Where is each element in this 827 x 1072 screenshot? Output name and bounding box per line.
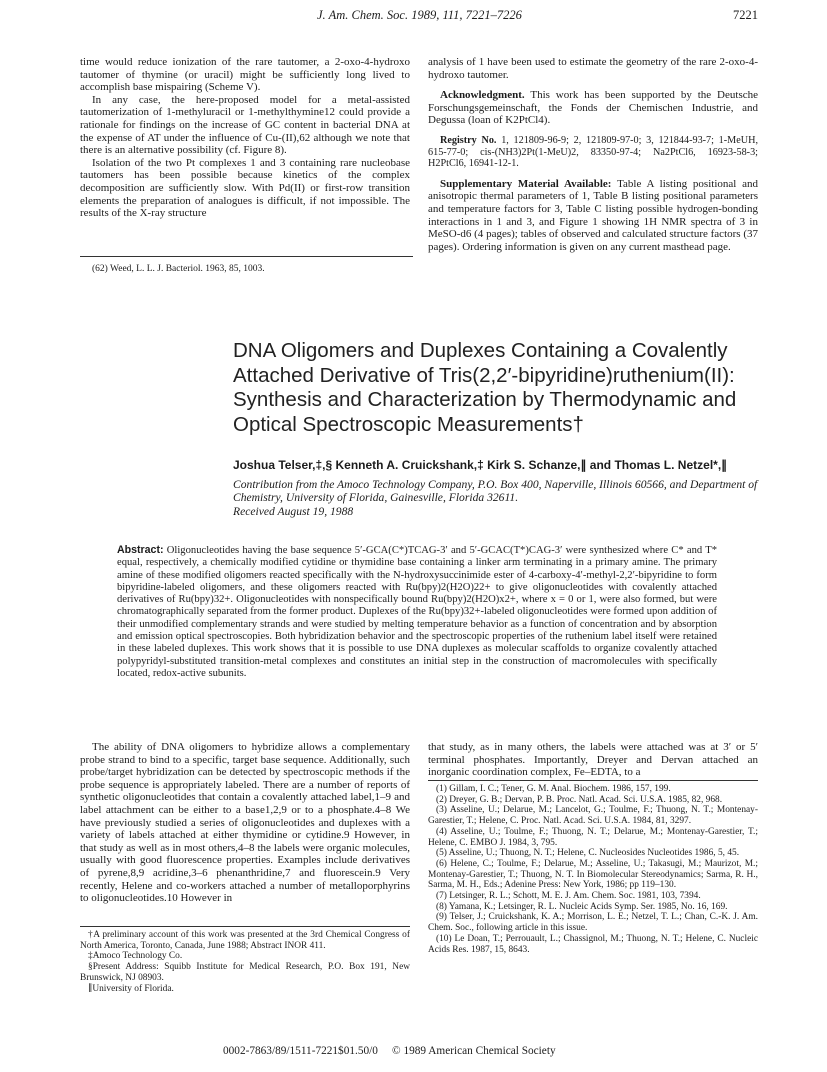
supplementary-material — [428, 178, 758, 254]
received-date: Received August 19, 1988 — [233, 504, 354, 518]
reference: (5) Asseline, U.; Thuong, N. T.; Helene, C. Nucleosides Nucleotides 1986, 5, 45. — [436, 848, 740, 859]
article-title: DNA Oligomers and Duplexes Containing a Covalently Attached Derivative of Tris(2,2′-bipyridine)ruthenium(II): Synthesis and Characterization by Thermodynamic and Optical Spectroscopic Measurements† — [233, 339, 737, 436]
copyright: © 1989 American Chemical Society — [392, 1045, 556, 1057]
body-right-column — [428, 741, 758, 779]
paragraph: Isolation of the two Pt complexes 1 and 3 containing rare nucleobase tautomers has been possible because kinetics of the complex decomposition are sufficiently slow. With Pd(II) or first-row transition elements the preparation of analogues is difficult, if not impossible. The results of the X-ray structure — [80, 156, 410, 220]
abstract-label: Abstract: — [117, 544, 164, 556]
reference: (8) Yamana, K.; Letsinger, R. L. Nucleic Acids Symp. Ser. 1985, No. 16, 169. — [436, 901, 728, 912]
article-code: 0002-7863/89/1511-7221$01.50/0 — [223, 1045, 378, 1057]
reference: (10) Le Doan, T.; Perrouault, L.; Chassignol, M.; Thuong, N. T.; Helene, C. Nucleic Acids Res. 1987, 15, 8643. — [428, 933, 758, 955]
supp-label: Supplementary Material Available: — [440, 177, 612, 190]
reference: (4) Asseline, U.; Toulme, F.; Thuong, N. T.; Delarue, M.; Montenay-Garestier, T.; Helene, C. EMBO J. 1984, 3, 795. — [428, 826, 758, 848]
paragraph: analysis of 1 have been used to estimate the geometry of the rare 2-oxo-4-hydroxo tautomer. — [428, 56, 758, 81]
reference: (3) Asseline, U.; Delarue, M.; Lancelot, G.; Toulme, F.; Thuong, N. T.; Montenay-Garestier, T.; Helene, C. Proc. Natl. Acad. Sci. U.S.A. 1984, 81, 3297. — [428, 805, 758, 827]
paragraph: that study, as in many others, the labels were attached was at 3′ or 5′ terminal phosphates. Importantly, Dreyer and Dervan attached an inorganic coordination complex, Fe–EDTA, to a — [428, 741, 758, 779]
references-divider — [428, 780, 758, 781]
page-footer — [223, 1045, 556, 1057]
title-footnotes — [80, 930, 410, 994]
registry-text: 1, 121809-96-9; 2, 121809-97-0; 3, 121844-93-7; 1-MeUH, 615-77-0; cis-(NH3)2Pt(1-MeU)2, 83350-97-4; Na2PtCl6, 16923-58-3; H2PtCl6, 16941-12-1. — [428, 134, 758, 170]
registry-numbers — [428, 135, 758, 170]
paragraph: The ability of DNA oligomers to hybridize allows a complementary probe strand to bind to a specific, target base sequence. Additionally, such probe/target hybridization can be detected by spectroscopic methods if the probe sequence is appropriately labeled. There are a number of reports of synthetic oligonucleotides that contain a covalently attached label,1–9 and label attachment can be either to a base1,2,9 or to a phosphate.4–8 We have previously studied a series of oligonucleotides and duplexes with a variety of labels attached at either thymidine or cytidine.9 However, in that study as well as in most others,4–8 the labels were organic molecules, usually with good fluorescence properties. Examples include derivatives of pyrene,8,9 acridine,3–6 phenanthridine,7 and fluorescein.9 Very recently, Helene and co-workers attached a number of metalloporphyrins to oligonucleotides.10 However in — [80, 741, 410, 905]
prev-article-left-column — [80, 56, 410, 220]
paragraph: In any case, the here-proposed model for a metal-assisted tautomerization of 1-methyluracil or 1-methylthymine12 could provide a rationale for findings on the increase of GC content in bacterial DNA at the expense of AT under the influence of Cu-(II),62 although we note that there is an alternative possibility (cf. Figure 8). — [80, 93, 410, 157]
reference: (1) Gillam, I. C.; Tener, G. M. Anal. Biochem. 1986, 157, 199. — [436, 784, 671, 794]
footnote: (62) Weed, L. L. J. Bacteriol. 1963, 85, 1003. — [92, 264, 265, 274]
body-left-column — [80, 741, 410, 905]
footnote: ∥University of Florida. — [88, 983, 174, 994]
reference: (6) Helene, C.; Toulme, F.; Delarue, M.; Asseline, U.; Takasugi, M.; Maurizot, M.; Montenay-Garestier, T.; Thuong, N. T. In Biomolecular Stereodynamics; Sarma, R. H., Sarma, M. H., Eds.; Adenine Press: New York, 1986; pp 119–130. — [428, 858, 758, 891]
author-list: Joshua Telser,‡,§ Kenneth A. Cruickshank,‡ Kirk S. Schanze,∥ and Thomas L. Netzel*,∥ — [233, 458, 728, 472]
ack-label: Acknowledgment. — [440, 89, 525, 102]
abstract — [117, 544, 717, 680]
footnote-divider — [80, 926, 410, 927]
ack-text: This work has been supported by the Deutsche Forschungsgemeinschaft, the Fonds der Chemischen Industrie, and Degussa (loan of K2PtCl4). — [428, 89, 758, 127]
affiliation — [233, 478, 773, 518]
footnote: §Present Address: Squibb Institute for Medical Research, P.O. Box 191, New Brunswick, NJ 08903. — [80, 962, 410, 983]
acknowledgment — [428, 89, 758, 127]
reference: (7) Letsinger, R. L.; Schott, M. E. J. Am. Chem. Soc. 1981, 103, 7394. — [436, 891, 701, 902]
supp-text: Table A listing positional and anisotropic thermal parameters of 1, Table B listing positional parameters and temperature factors for 3, Table C listing possible hydrogen-bonding interactions in 1 and 3, and Figure 1 showing 1H NMR spectra of 3 in MeSO-d6 (4 pages); tables of observed and calculated structure factors (37 pages). Ordering information is given on any current masthead page. — [428, 177, 758, 253]
paragraph: time would reduce ionization of the rare tautomer, a 2-oxo-4-hydroxo tautomer of thymine (or uracil) might be sufficiently long lived to accomplish base mispairing (Scheme V). — [80, 56, 410, 94]
reference: (9) Telser, J.; Cruickshank, K. A.; Morrison, L. E.; Netzel, T. L.; Chan, C.-K. J. Am. Chem. Soc., following article in this issue. — [428, 912, 758, 934]
footnote-divider — [80, 256, 413, 257]
reference: (2) Dreyer, G. B.; Dervan, P. B. Proc. Natl. Acad. Sci. U.S.A. 1985, 82, 968. — [436, 794, 723, 805]
abstract-text: Oligonucleotides having the base sequence 5′-GCA(C*)TCAG-3′ and 5′-GCAC(T*)CAG-3′ were synthesized where C* and T* equal, respectively, a chemically modified cytidine or thymidine base containing a linker arm terminating in a primary amine. The primary amine of these modified oligomers reacted specifically with the N-hydroxysuccinimide ester of 4-carboxy-4′-methyl-2,2′-bipyridine to form bipyridine-labeled oligomers, and these oligomers reacted with Ru(bpy)2(H2O)22+ to give oligonucleotides with covalently attached derivatives of Ru(bpy)32+. Oligonucleotides with nonspecifically bound Ru(bpy)2(H2O)x2+, where x = 0 or 1, were also formed, but were chromatographically separated from the former product. Duplexes of the Ru(bpy)32+-labeled oligonucleotides were formed upon addition of their unmodified complementary strands and were studied by melting temperature behavior as a function of concentration and by absorption and emission optical spectroscopies. Both hybridization behavior and the spectroscopic properties of the ruthenium label itself were retained in these labeled duplexes. This work shows that it is possible to use DNA duplexes as molecular scaffolds to organize covalently attached polypyridyl-substituted transition-metal complexes and constitutes an initial step in the construction of macromolecules with specifically located, redox-active subunits. — [117, 545, 717, 679]
prev-article-right-column — [428, 56, 758, 253]
references-list — [428, 784, 758, 955]
affiliation-text: Contribution from the Amoco Technology Company, P.O. Box 400, Naperville, Illinois 60566, and Department of Chemistry, University of Florida, Gainesville, Florida 32611. — [233, 478, 758, 505]
footnote: ‡Amoco Technology Co. — [88, 951, 183, 962]
footnote: †A preliminary account of this work was presented at the 3rd Chemical Congress of North America, Toronto, Canada, June 1988; Abstract INOR 411. — [80, 930, 410, 951]
registry-label: Registry No. — [440, 134, 497, 146]
running-header: J. Am. Chem. Soc. 1989, 111, 7221–7226 — [317, 8, 522, 22]
page-number: 7221 — [733, 8, 758, 22]
